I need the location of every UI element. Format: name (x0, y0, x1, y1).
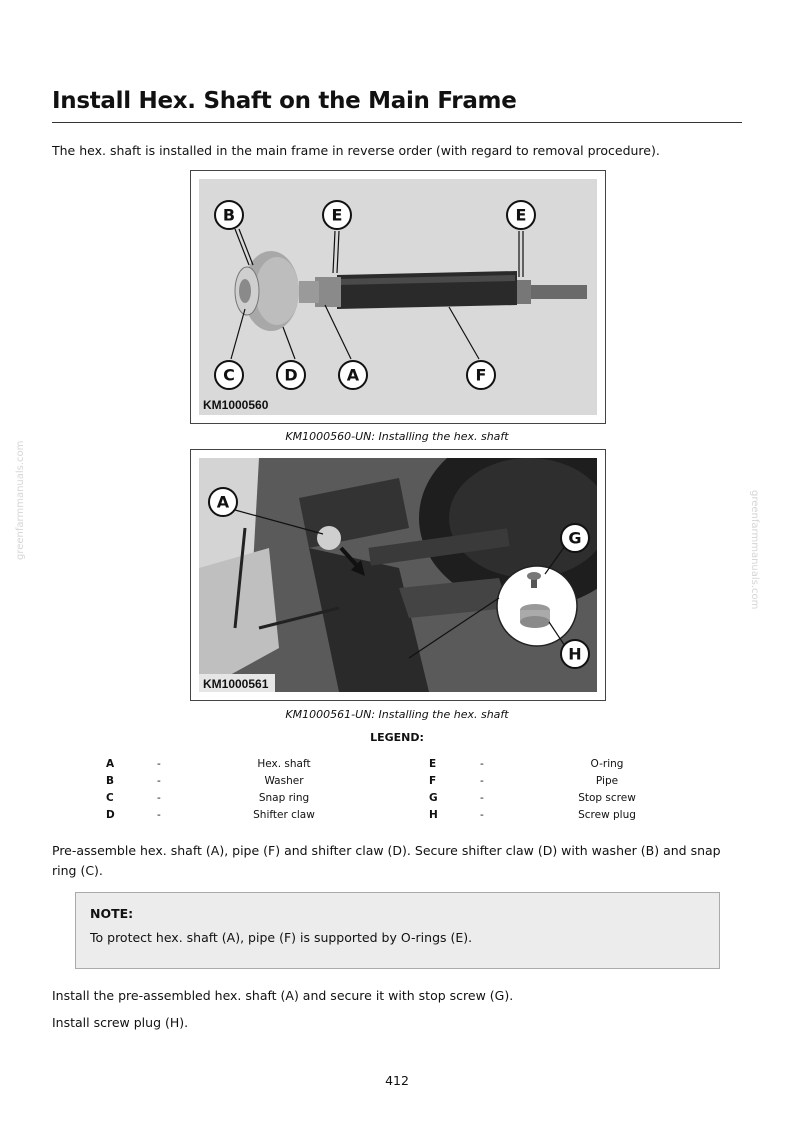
legend-value: Stop screw (578, 792, 636, 804)
figure-id-label: KM1000561 (203, 677, 269, 691)
intro-text: The hex. shaft is installed in the main frame in reverse order (with regard to removal procedure). (52, 143, 660, 158)
figure-hex-shaft (190, 170, 606, 424)
main-frame-photo (199, 458, 597, 692)
callout-a (209, 488, 237, 516)
instruction-paragraph: Pre-assemble hex. shaft (A), pipe (F) and shifter claw (D). Secure shifter claw (D) with washer (B) and snap ring (C). (52, 843, 721, 878)
legend-title: LEGEND: (370, 731, 424, 744)
callout-e-right (507, 201, 535, 229)
o-ring-right (515, 280, 531, 304)
snap-ring (239, 279, 251, 303)
legend-key: H (429, 809, 438, 821)
svg-text:A: A (346, 365, 360, 385)
svg-text:D: D (284, 365, 298, 385)
svg-text:E: E (515, 205, 527, 225)
hex-shaft-end (529, 285, 587, 299)
legend-key: B (106, 775, 115, 787)
legend-dash: - (480, 758, 484, 770)
legend-value: Hex. shaft (257, 758, 311, 770)
hex-shaft-illustration (199, 179, 597, 415)
legend-key: F (429, 775, 437, 787)
legend-dash: - (480, 792, 484, 804)
figure-main-frame (190, 449, 606, 701)
page-number: 412 (385, 1073, 409, 1088)
callout-a (339, 361, 367, 389)
figure-caption: KM1000561-UN: Installing the hex. shaft (285, 708, 509, 721)
legend-dash: - (480, 775, 484, 787)
callout-f (467, 361, 495, 389)
legend-dash: - (157, 792, 161, 804)
svg-text:H: H (568, 644, 582, 664)
legend-dash: - (157, 775, 161, 787)
page-title: Install Hex. Shaft on the Main Frame (52, 88, 517, 114)
callout-d (277, 361, 305, 389)
note-text: To protect hex. shaft (A), pipe (F) is supported by O-rings (E). (90, 930, 473, 945)
watermark: greenfarmmanuals.com (15, 440, 26, 560)
legend-dash: - (480, 809, 484, 821)
legend-value: O-ring (590, 758, 624, 770)
legend-key: G (429, 792, 438, 804)
legend-dash: - (157, 758, 161, 770)
figure-caption: KM1000560-UN: Installing the hex. shaft (285, 430, 509, 443)
callout-b (215, 201, 243, 229)
legend-dash: - (157, 809, 161, 821)
title-rule (52, 122, 742, 123)
note-box (75, 892, 720, 969)
legend-value: Snap ring (258, 792, 310, 804)
legend-key: E (429, 758, 437, 770)
note-title: NOTE: (90, 906, 134, 921)
callout-c (215, 361, 243, 389)
watermark: greenfarmmanuals.com (749, 490, 760, 610)
figure-id-label: KM1000560 (203, 398, 269, 412)
callout-g (561, 524, 589, 552)
legend-value: Washer (264, 775, 304, 787)
instruction-paragraph: Install the pre-assembled hex. shaft (A) and secure it with stop screw (G). (52, 988, 514, 1003)
legend-value: Screw plug (578, 809, 636, 821)
svg-text:B: B (222, 205, 236, 225)
legend-value: Pipe (595, 775, 619, 787)
hex-shaft-end-fitting (317, 526, 341, 550)
legend-key: D (106, 809, 115, 821)
legend-key: C (106, 792, 114, 804)
svg-text:F: F (475, 365, 487, 385)
instruction-paragraph: Install screw plug (H). (52, 1015, 189, 1030)
svg-text:C: C (223, 365, 235, 385)
callout-h (561, 640, 589, 668)
svg-text:E: E (331, 205, 343, 225)
callout-e-left (323, 201, 351, 229)
svg-text:G: G (568, 528, 582, 548)
legend-table (0, 758, 794, 828)
svg-text:A: A (216, 492, 230, 512)
legend-value: Shifter claw (253, 809, 315, 821)
legend-key: A (106, 758, 115, 770)
